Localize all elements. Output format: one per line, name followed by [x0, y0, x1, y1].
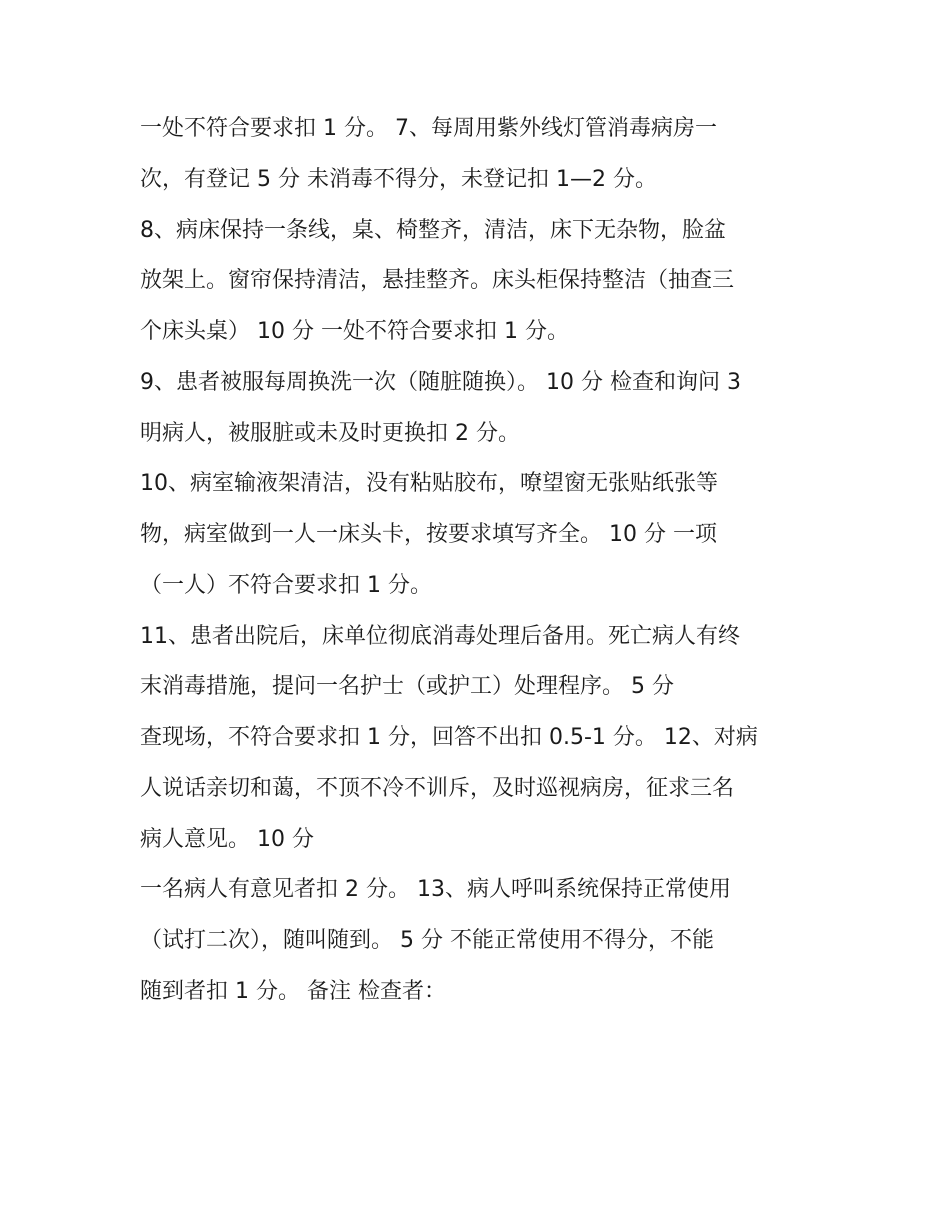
text-line: 8、病床保持一条线，桌、椅整齐，清洁，床下无杂物，脸盆 — [140, 218, 726, 243]
text-line: 11、患者出院后，床单位彻底消毒处理后备用。死亡病人有终 — [140, 624, 740, 649]
text-line: 9、患者被服每周换洗一次（随脏随换）。 10 分 检查和询问 3 — [140, 370, 741, 395]
text-line: 放架上。窗帘保持清洁，悬挂整齐。床头柜保持整洁（抽查三 — [140, 268, 735, 293]
text-line: 明病人，被服脏或未及时更换扣 2 分。 — [140, 421, 520, 446]
text-line: （试打二次），随叫随到。 5 分 不能正常使用不得分，不能 — [140, 928, 714, 953]
text-line: 随到者扣 1 分。 备注 检查者： — [140, 979, 446, 1004]
text-line: 一处不符合要求扣 1 分。 7、每周用紫外线灯管消毒病房一 — [140, 116, 717, 141]
text-line: 个床头桌） 10 分 一处不符合要求扣 1 分。 — [140, 319, 569, 344]
text-line: 10、病室输液架清洁，没有粘贴胶布，嘹望窗无张贴纸张等 — [140, 471, 718, 496]
text-line: 末消毒措施，提问一名护士（或护工）处理程序。 5 分 — [140, 674, 674, 699]
text-line: 一名病人有意见者扣 2 分。 13、病人呼叫系统保持正常使用 — [140, 877, 731, 902]
text-line: 次，有登记 5 分 未消毒不得分，未登记扣 1—2 分。 — [140, 167, 657, 192]
text-line: 查现场，不符合要求扣 1 分，回答不出扣 0.5-1 分。 12、对病 — [140, 725, 758, 750]
text-line: 人说话亲切和蔼，不顶不冷不训斥，及时巡视病房，征求三名 — [140, 776, 735, 801]
text-line: 物，病室做到一人一床头卡，按要求填写齐全。 10 分 一项 — [140, 522, 717, 547]
text-line: （一人）不符合要求扣 1 分。 — [140, 573, 432, 598]
text-line: 病人意见。 10 分 — [140, 827, 314, 852]
